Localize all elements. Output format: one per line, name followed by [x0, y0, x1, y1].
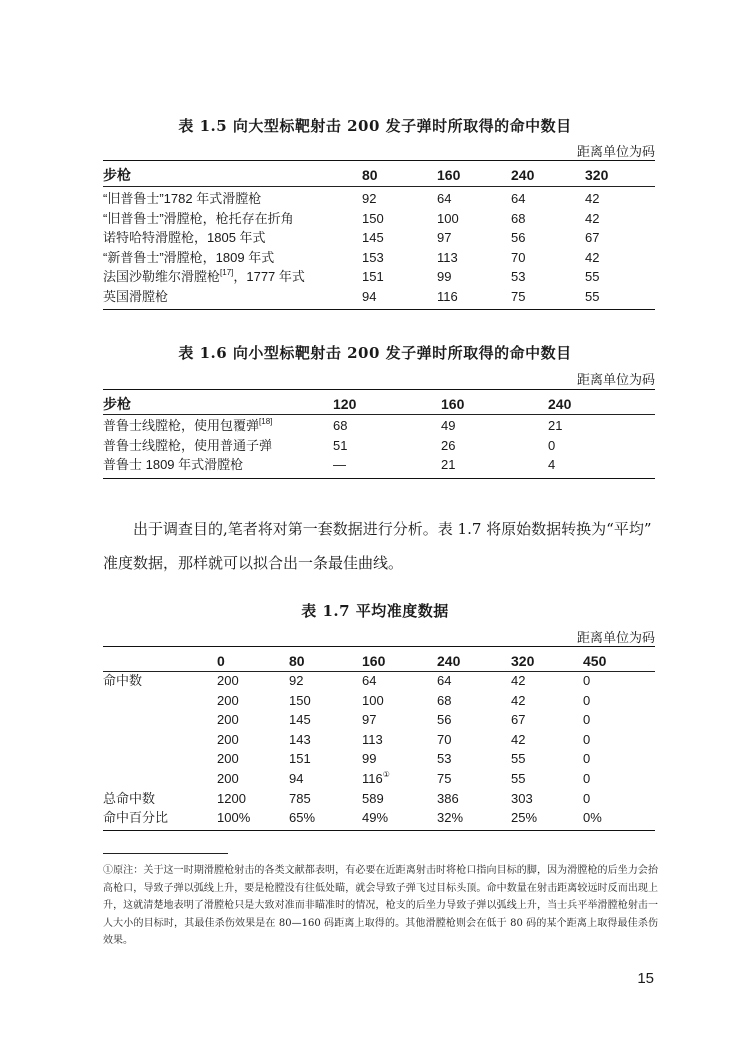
- table-cell: 99: [362, 751, 377, 767]
- table-row-label: 法国沙勒维尔滑膛枪[17]，1777 年式: [103, 268, 305, 285]
- table-cell: 55: [585, 269, 600, 285]
- table-1-6-top-rule: [103, 389, 655, 390]
- table-1-5-bottom-rule: [103, 309, 655, 310]
- table-cell: 68: [511, 210, 526, 226]
- table-cell: 99: [437, 269, 452, 285]
- table-cell: 200: [217, 692, 239, 708]
- table-1-7-header-cell: 160: [362, 653, 386, 669]
- table-cell: 150: [362, 210, 384, 226]
- table-row-label: 英国滑膛枪: [103, 289, 169, 304]
- footnote-text: ①原注：关于这一时期滑膛枪射击的各类文献都表明，有必要在近距离射击时将枪口指向目标的脚，因为滑膛枪的后坐力会抬高枪口，导致子弹以弧线上升，要是枪膛没有往低处瞄，就会导致子弹飞过目标头顶。命中数量在射击距离较远时反而出现上升，这就清楚地表明了滑膛枪只是大致对准而非瞄准时的情况，枪支的后坐力导致子弹以弧线上升，当士兵平举滑膛枪射击一人大小的目标时，其最佳杀伤效果是在 80—160 码距离上取得的。其他滑膛枪则会在低于 80 码的某个距离上取得最佳杀伤效果。: [103, 865, 658, 946]
- table-1-6-header-rule: [103, 414, 655, 415]
- table-cell: 589: [362, 790, 384, 806]
- table-row-label-suffix: ，1777 年式: [233, 269, 305, 285]
- table-1-6-unit: 距离单位为码: [576, 372, 655, 387]
- table-cell: 42: [511, 673, 526, 688]
- table-row-label: 命中数: [103, 673, 143, 688]
- table-1-7-top-rule: [103, 646, 655, 647]
- table-cell: 151: [362, 269, 384, 285]
- table-cell: 67: [585, 230, 600, 246]
- table-cell: 70: [511, 249, 526, 265]
- table-cell: 92: [362, 191, 377, 206]
- table-1-5-caption: 表 1.5 向大型标靶射击 200 发子弹时所取得的命中数目: [178, 117, 572, 135]
- table-cell: 70: [437, 731, 452, 747]
- table-cell: 116: [437, 289, 458, 304]
- table-cell: 785: [289, 790, 311, 806]
- table-cell: 94: [289, 771, 304, 786]
- reference-marker: [18]: [259, 417, 273, 426]
- table-cell: 64: [511, 191, 526, 206]
- table-1-6-header-cell: 240: [548, 396, 572, 412]
- table-1-5-header-rule: [103, 186, 655, 187]
- table-cell: 150: [289, 692, 311, 708]
- table-row-label: 普鲁士 1809 年式滑膛枪: [103, 457, 244, 472]
- paragraph-line-2: 准度数据，那样就可以拟合出一条最佳曲线。: [103, 554, 404, 572]
- table-row-label: 普鲁士线膛枪，使用普通子弹: [103, 437, 273, 453]
- table-cell: 21: [548, 418, 563, 433]
- table-cell: 42: [585, 210, 600, 226]
- table-cell: 97: [362, 712, 377, 728]
- table-cell: 0: [583, 731, 591, 747]
- table-1-6-caption: 表 1.6 向小型标靶射击 200 发子弹时所取得的命中数目: [178, 344, 572, 362]
- reference-marker: [17]: [220, 268, 234, 278]
- table-cell: 113: [437, 249, 458, 265]
- table-1-6-header-cell: 160: [441, 396, 465, 412]
- table-1-6-header-cell: 120: [333, 396, 357, 412]
- table-cell: 200: [217, 751, 239, 767]
- table-cell: —: [333, 457, 346, 472]
- table-cell: 53: [511, 269, 526, 285]
- table-cell: 92: [289, 673, 304, 688]
- table-cell: 25%: [511, 810, 538, 826]
- table-cell: 65%: [289, 810, 316, 826]
- table-row-label: “旧普鲁士”滑膛枪，枪托存在折角: [103, 210, 294, 226]
- table-cell: 200: [217, 673, 239, 688]
- table-cell: 64: [437, 673, 452, 688]
- table-cell: 68: [333, 418, 348, 433]
- table-cell: 0: [583, 692, 591, 708]
- table-cell: 97: [437, 230, 452, 246]
- table-cell: 55: [511, 771, 526, 786]
- table-1-7-header-cell: 80: [289, 653, 305, 669]
- table-cell: 200: [217, 771, 239, 786]
- table-1-5-header-cell: 160: [437, 167, 461, 183]
- table-cell: 0: [583, 790, 591, 806]
- table-cell: 303: [511, 790, 533, 806]
- table-cell: 0: [548, 437, 556, 453]
- table-cell: 49: [441, 418, 456, 433]
- table-cell: 100: [362, 692, 384, 708]
- table-1-7-header-cell: 320: [511, 653, 535, 669]
- table-row-label: 总命中数: [103, 790, 156, 806]
- table-cell: 1200: [217, 790, 246, 806]
- table-cell: 153: [362, 249, 384, 265]
- table-1-5-header-cell: 80: [362, 167, 378, 183]
- table-cell: 386: [437, 790, 459, 806]
- table-cell: 143: [289, 731, 311, 747]
- table-row-label: 普鲁士线膛枪，使用包覆弹[18]: [103, 417, 273, 433]
- table-row-label: 命中百分比: [103, 810, 169, 826]
- table-cell: 68: [437, 692, 452, 708]
- table-cell: 26: [441, 437, 456, 453]
- table-cell: 100: [437, 210, 459, 226]
- table-1-5-top-rule: [103, 160, 655, 161]
- table-1-7-header-cell: 0: [217, 653, 225, 669]
- table-cell: 53: [437, 751, 452, 767]
- footnote-marker: ①: [382, 770, 390, 779]
- table-cell: 55: [511, 751, 526, 767]
- table-cell: 51: [333, 437, 348, 453]
- table-1-6-bottom-rule: [103, 478, 655, 479]
- table-cell: 0: [583, 771, 591, 786]
- table-cell: 67: [511, 712, 526, 728]
- table-cell: 200: [217, 712, 239, 728]
- table-cell: 42: [585, 249, 600, 265]
- table-cell: 75: [511, 289, 526, 304]
- table-cell: 64: [362, 673, 377, 688]
- table-1-7-header-cell: 240: [437, 653, 461, 669]
- table-1-5-unit: 距离单位为码: [576, 144, 655, 159]
- table-1-5-header-cell: 240: [511, 167, 535, 183]
- table-cell: 145: [362, 230, 384, 246]
- table-cell: 0: [583, 673, 591, 688]
- table-cell: 94: [362, 289, 377, 304]
- table-cell: 42: [511, 731, 526, 747]
- table-cell: 32%: [437, 810, 464, 826]
- table-1-5-header-cell: 320: [585, 167, 609, 183]
- table-cell: 200: [217, 731, 239, 747]
- table-cell: 0: [583, 751, 591, 767]
- table-cell: 56: [437, 712, 452, 728]
- table-1-5-header-cell: 步枪: [103, 167, 131, 183]
- table-cell: 42: [511, 692, 526, 708]
- table-cell: 64: [437, 191, 452, 206]
- table-cell: 42: [585, 191, 600, 206]
- page-number: 15: [637, 970, 654, 987]
- table-1-6-header-cell: 步枪: [103, 396, 131, 412]
- table-cell: 151: [289, 751, 311, 767]
- table-cell: 4: [548, 457, 556, 472]
- table-1-7-unit: 距离单位为码: [576, 630, 655, 645]
- table-row-label: “旧普鲁士”1782 年式滑膛枪: [103, 191, 262, 206]
- table-cell: 21: [441, 457, 456, 472]
- paragraph-line-1: 出于调查目的,笔者将对第一套数据进行分析。表 1.7 将原始数据转换为“平均”: [133, 520, 652, 538]
- footnote-separator: [103, 853, 228, 854]
- table-cell: 0%: [583, 810, 602, 826]
- table-cell: 49%: [362, 810, 389, 826]
- table-cell: 75: [437, 771, 452, 786]
- table-1-7-caption: 表 1.7 平均准度数据: [301, 602, 449, 620]
- table-cell: 0: [583, 712, 591, 728]
- table-1-7-header-cell: 450: [583, 653, 607, 669]
- table-cell: 55: [585, 289, 600, 304]
- table-cell: 56: [511, 230, 526, 246]
- table-cell: 145: [289, 712, 311, 728]
- table-cell: 113: [362, 731, 383, 747]
- table-row-label: 诺特哈特滑膛枪，1805 年式: [103, 230, 266, 246]
- table-row-label: “新普鲁士”滑膛枪，1809 年式: [103, 249, 275, 265]
- table-cell: 100%: [217, 810, 251, 826]
- table-1-7-bottom-rule: [103, 830, 655, 831]
- table-1-7-header-rule: [103, 671, 655, 672]
- table-cell: 116①: [362, 770, 390, 786]
